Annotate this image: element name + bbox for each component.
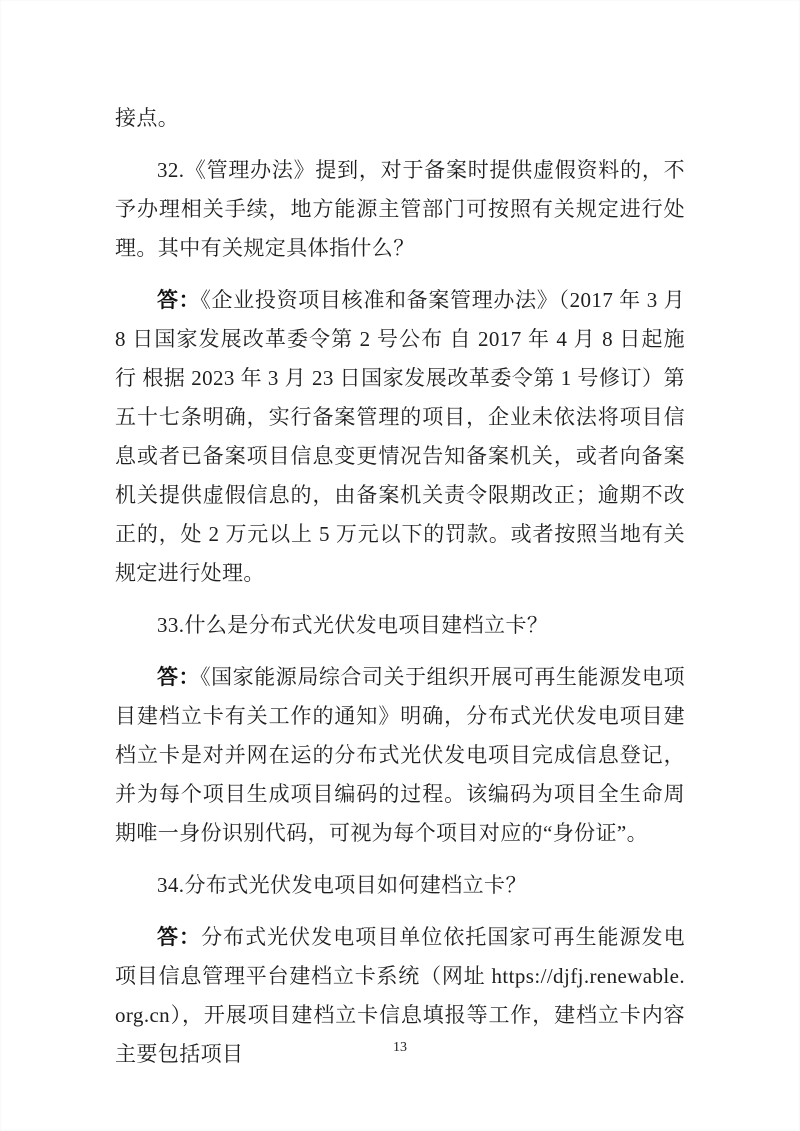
answer-33-prefix: 答： [157,665,201,689]
page-footer [0,1038,800,1056]
question-34: 34.分布式光伏发电项目如何建档立卡？ [157,873,527,897]
answer-34-text: 分布式光伏发电项目单位依托国家可再生能源发电项目信息管理平台建档立卡系统（网址 https://djfj.renewable.org.cn），开展项目建档立卡信息填报等工作，建档立卡内容主要包括项目 [115,925,685,1066]
question-33: 33.什么是分布式光伏发电项目建档立卡？ [157,613,549,637]
answer-33 [115,658,685,853]
answer-32 [115,281,685,593]
answer-32-text: 《企业投资项目核准和备案管理办法》（2017 年 3 月 8 日国家发展改革委令第 2 号公布 自 2017 年 4 月 8 日起施行 根据 2023 年 3 月 23 日国家发展改革委令第 1 号修订）第五十七条明确，实行备案管理的项目，企业未依法将项目信息或者已备案项目信息变更情况告知备案机关，或者向备案机关提供虚假信息的，由备案机关责令限期改正；逾期不改正的，处 2 万元以上 5 万元以下的罚款。或者按照当地有关规定进行处理。 [115,288,685,585]
answer-32-prefix: 答： [157,288,201,312]
paragraph-continuation: 接点。 [115,106,180,130]
page-number: 13 [393,1040,407,1055]
document-content [115,99,685,1087]
answer-34-prefix: 答： [157,925,202,949]
question-32: 32.《管理办法》提到，对于备案时提供虚假资料的，不予办理相关手续，地方能源主管部门可按照有关规定进行处理。其中有关规定具体指什么？ [115,158,685,260]
answer-33-text: 《国家能源局综合司关于组织开展可再生能源发电项目建档立卡有关工作的通知》明确，分布式光伏发电项目建档立卡是对并网在运的分布式光伏发电项目完成信息登记，并为每个项目生成项目编码的过程。该编码为项目全生命周期唯一身份识别代码，可视为每个项目对应的“身份证”。 [115,665,685,845]
